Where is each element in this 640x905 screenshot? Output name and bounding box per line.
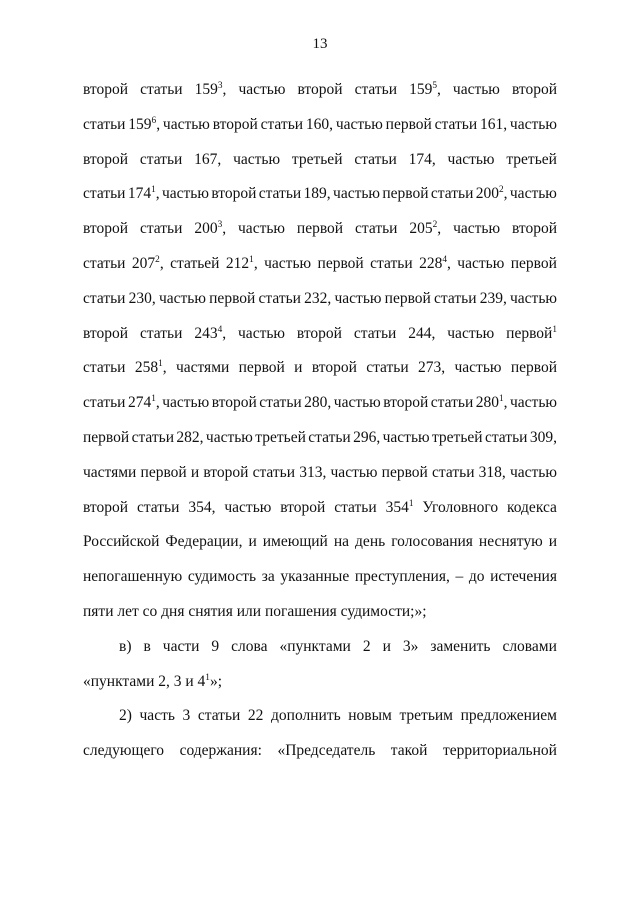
word: 9 <box>211 637 220 655</box>
word: 309, <box>529 429 557 446</box>
word: 161, <box>479 115 508 133</box>
word: $207^2$, <box>131 254 164 272</box>
word: первой <box>381 463 428 481</box>
word: второй <box>511 81 557 98</box>
word: статьи <box>334 498 377 516</box>
word: частью <box>158 289 206 307</box>
word: частью <box>205 429 253 446</box>
word: первой <box>510 359 557 377</box>
word: второй <box>212 115 258 133</box>
word: $354^1$ <box>385 498 414 516</box>
word: статьи <box>258 289 301 307</box>
word: частью <box>238 324 285 342</box>
word: кодекса <box>507 498 557 516</box>
word: «Председатель <box>277 742 376 760</box>
word: части <box>162 637 200 655</box>
word: $243^4$, <box>194 324 227 342</box>
word: в) <box>119 637 132 655</box>
word: дополнить <box>271 707 341 725</box>
word: статьи <box>434 115 478 133</box>
text-line <box>83 393 557 413</box>
word: статьи <box>366 359 409 377</box>
word: первой <box>385 115 432 133</box>
word: статьи <box>260 115 304 133</box>
word: Федерации, <box>165 533 243 551</box>
word: территориальной <box>442 742 557 760</box>
word: заменить <box>430 637 491 655</box>
word: статьи <box>139 220 183 238</box>
word: первой <box>382 185 429 203</box>
word: или <box>236 603 262 620</box>
word: статьи <box>252 463 296 481</box>
text-line <box>83 358 557 378</box>
word: 318, <box>478 463 506 481</box>
word: частями <box>175 359 230 377</box>
word: $228^4$, <box>419 254 451 272</box>
word: первой <box>238 359 285 377</box>
word: частью <box>161 185 209 203</box>
text-line <box>83 184 557 204</box>
word: статьи <box>434 289 477 307</box>
page-number: 13 <box>312 36 328 52</box>
word: статьи <box>370 255 413 272</box>
word: «пунктами <box>279 637 351 655</box>
word: второй <box>83 150 129 168</box>
word: второй <box>280 498 326 516</box>
word: погашения <box>264 603 337 620</box>
word: $258^1$, <box>134 359 167 377</box>
word: статьи <box>354 81 398 98</box>
word: Российской <box>83 533 160 551</box>
word: третьей <box>255 429 306 446</box>
word: первой <box>317 255 364 272</box>
word: первой <box>83 429 130 446</box>
word: $205^2$, <box>409 220 442 238</box>
word: голосования <box>391 533 473 551</box>
word: лет <box>117 603 139 620</box>
word: частью <box>330 463 378 481</box>
word: второй <box>203 463 249 481</box>
text-line <box>83 219 557 239</box>
word: частью <box>454 359 502 377</box>
word: судимости;»; <box>340 603 427 620</box>
word: истечения <box>490 568 557 586</box>
word: частью <box>510 394 557 412</box>
word: 3 <box>173 672 182 690</box>
word: $174^1$, <box>127 185 160 203</box>
word: статьи <box>83 394 126 412</box>
text-line <box>83 498 557 518</box>
word: 22 <box>247 707 264 725</box>
text-line <box>83 532 557 552</box>
word: 273, <box>418 359 446 377</box>
word: 160, <box>305 115 334 133</box>
word: статьей <box>170 255 220 272</box>
word: статьи <box>83 255 126 272</box>
text-line <box>83 741 557 761</box>
word: статьи <box>484 429 528 446</box>
word: частью <box>509 115 557 133</box>
text-line <box>119 637 557 657</box>
word: первой <box>510 255 557 272</box>
word: 189, <box>303 185 331 203</box>
word: $159^5$, <box>409 80 441 98</box>
word: 232, <box>304 289 332 307</box>
word: частью <box>509 185 557 203</box>
word: статьи <box>353 324 397 342</box>
word: статьи <box>308 429 351 446</box>
word: частью <box>457 255 505 272</box>
word: преступления, <box>354 568 450 586</box>
word: частью <box>233 150 281 168</box>
word: и <box>190 463 200 481</box>
word: $159^6$, <box>128 115 161 133</box>
word: $200^3$, <box>194 220 227 238</box>
word: статьи <box>197 707 241 725</box>
word: указанные <box>280 568 350 586</box>
word: 280, <box>304 394 332 412</box>
word: статьи <box>83 185 126 203</box>
word: 230, <box>128 289 156 307</box>
word: часть <box>139 707 175 725</box>
word: $212^1$, <box>225 254 258 272</box>
word: и <box>294 359 303 377</box>
word: статьи <box>430 185 474 203</box>
word: частью <box>447 324 495 342</box>
word: частью <box>333 394 381 412</box>
word: частью <box>238 220 285 238</box>
word: судимость <box>187 568 257 586</box>
word: второй <box>83 324 129 342</box>
word: 2 <box>362 637 371 655</box>
word: статьи <box>355 220 398 238</box>
word: первой <box>384 289 431 307</box>
word: 282, <box>176 429 204 446</box>
word: статьи <box>259 394 302 412</box>
word: $4^1$»; <box>197 672 223 690</box>
word: частью <box>382 429 430 446</box>
word: со <box>142 603 158 620</box>
word: статьи <box>139 324 183 342</box>
word: – <box>455 568 464 586</box>
word: $200^2$, <box>475 185 508 203</box>
word: такой <box>390 742 428 760</box>
word: частью <box>238 81 286 98</box>
word: частью <box>162 115 210 133</box>
text-line <box>83 602 557 622</box>
word: статьи <box>83 359 126 377</box>
word: 354, <box>188 498 216 516</box>
word: словами <box>502 637 557 655</box>
word: статьи <box>131 429 175 446</box>
word: в <box>143 637 151 655</box>
word: частью <box>224 498 272 516</box>
word: 174, <box>408 150 436 168</box>
word: частью <box>453 220 501 238</box>
word: третьей <box>506 150 557 168</box>
word: второй <box>311 359 357 377</box>
text-line <box>83 672 557 692</box>
word: «пунктами <box>83 672 155 690</box>
word: третьей <box>291 150 343 168</box>
word: первой$^1$ <box>506 324 557 342</box>
word: частью <box>162 394 210 412</box>
word: дня <box>161 603 185 620</box>
word: содержания: <box>179 742 262 760</box>
word: частями <box>83 463 137 481</box>
word: второй <box>383 394 429 412</box>
word: второй <box>211 185 257 203</box>
word: новым <box>348 707 392 725</box>
text-line <box>119 706 557 726</box>
word: следующего <box>83 742 165 760</box>
word: частью <box>447 150 495 168</box>
word: статьи <box>139 150 183 168</box>
text-line <box>83 567 557 587</box>
word: статьи <box>136 498 180 516</box>
word: частью <box>334 289 382 307</box>
word: день <box>355 533 386 551</box>
word: второй <box>83 498 129 516</box>
word: частью <box>452 81 500 98</box>
word: статьи <box>354 150 397 168</box>
word: частью <box>333 185 381 203</box>
word: статьи <box>258 185 302 203</box>
word: частью <box>335 115 383 133</box>
word: второй <box>83 81 129 98</box>
word: $280^1$, <box>475 394 508 412</box>
text-line <box>83 428 557 448</box>
word: частью <box>509 463 557 481</box>
word: 3 <box>182 707 191 725</box>
word: предложением <box>460 707 557 725</box>
word: на <box>333 533 350 551</box>
word: снятия <box>188 603 233 620</box>
text-line <box>83 80 557 100</box>
word: 167, <box>194 150 222 168</box>
word: частью <box>264 255 312 272</box>
word: второй <box>83 220 129 238</box>
word: второй <box>211 394 257 412</box>
text-line <box>83 115 557 135</box>
word: и <box>382 637 391 655</box>
word: статьи <box>430 394 474 412</box>
word: и <box>185 672 194 690</box>
word: статьи <box>140 81 183 98</box>
word: и <box>248 533 257 551</box>
word: статьи <box>432 463 475 481</box>
word: второй <box>511 220 557 238</box>
word: неснятую <box>478 533 543 551</box>
word: 2) <box>119 707 132 725</box>
text-line <box>83 463 557 483</box>
word: третьим <box>399 707 453 725</box>
text-line <box>83 254 557 274</box>
word: статьи <box>83 289 126 307</box>
word: 244, <box>408 324 436 342</box>
word: первой <box>140 463 187 481</box>
word: 2, <box>158 672 170 690</box>
word: 313, <box>299 463 327 481</box>
word: слова <box>231 637 268 655</box>
word: первой <box>209 289 256 307</box>
word: за <box>261 568 275 586</box>
word: $159^3$, <box>194 80 227 98</box>
word: первой <box>296 220 344 238</box>
word: $274^1$, <box>127 394 160 412</box>
word: второй <box>297 81 343 98</box>
word: Уголовного <box>422 498 499 516</box>
word: имеющий <box>262 533 328 551</box>
word: до <box>468 568 485 586</box>
text-line <box>83 150 557 170</box>
word: 239, <box>479 289 507 307</box>
word: 296, <box>353 429 381 446</box>
word: третьей <box>431 429 483 446</box>
word: пяти <box>83 603 114 620</box>
word: и <box>548 533 557 551</box>
text-line <box>83 289 557 309</box>
word: непогашенную <box>83 568 183 586</box>
word: второй <box>296 324 342 342</box>
word: статьи <box>83 115 126 133</box>
text-line <box>83 324 557 344</box>
word: 3» <box>402 637 419 655</box>
word: частью <box>510 289 557 307</box>
